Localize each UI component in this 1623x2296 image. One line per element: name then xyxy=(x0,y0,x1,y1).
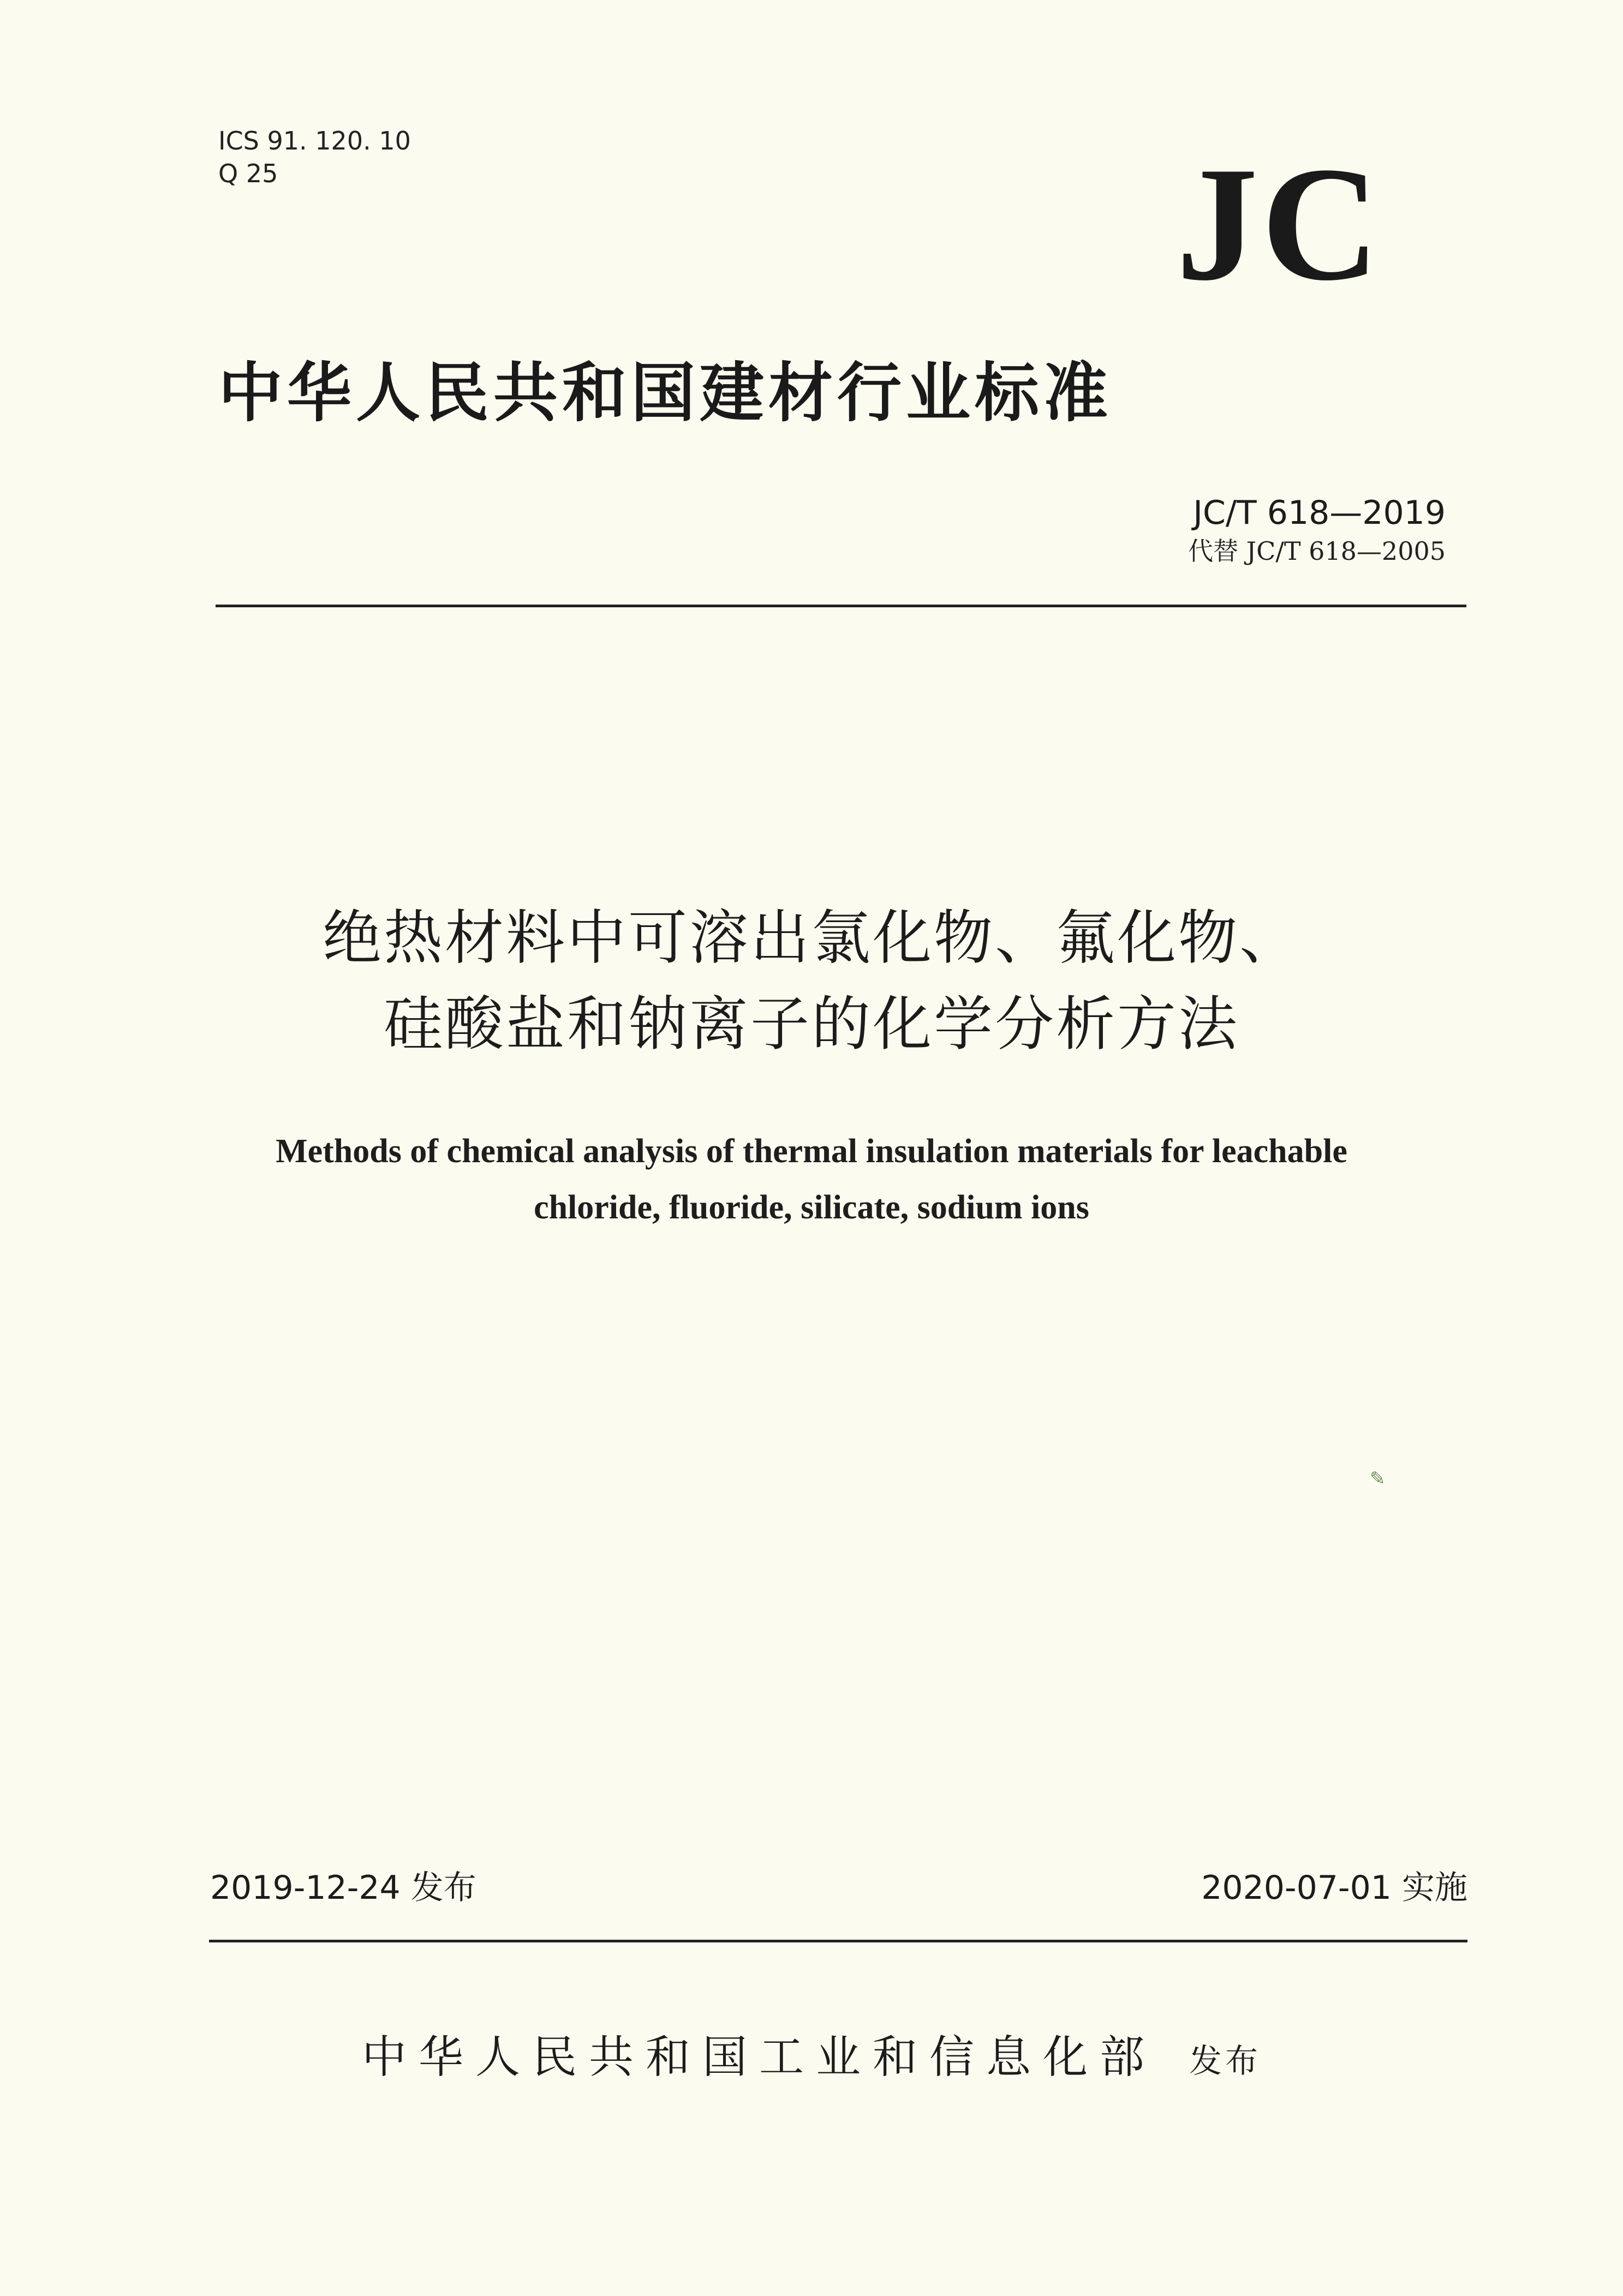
jc-logo: JC xyxy=(1176,133,1383,314)
issuer-action: 发布 xyxy=(1189,2042,1261,2080)
title-cn-line1: 绝热材料中可溶出氯化物、氟化物、 xyxy=(322,904,1300,972)
footer-divider xyxy=(209,1940,1467,1942)
header-divider xyxy=(216,605,1466,607)
scan-speck: ✎ xyxy=(1370,1468,1386,1490)
title-en-line1: Methods of chemical analysis of thermal insulation materials for leachable xyxy=(276,1133,1347,1170)
issuer-name: 中华人民共和国工业和信息化部 xyxy=(361,2031,1156,2083)
replaces-standard: 代替 JC/T 618—2005 xyxy=(1188,536,1446,566)
ics-code: ICS 91. 120. 10 xyxy=(218,126,411,156)
title-cn-line2: 硅酸盐和钠离子的化学分析方法 xyxy=(383,990,1239,1059)
standard-type-title: 中华人民共和国建材行业标准 xyxy=(218,355,1113,430)
title-en-line2: chloride, fluoride, silicate, sodium ions xyxy=(534,1189,1089,1226)
publish-date: 2019-12-24 发布 xyxy=(210,1869,476,1907)
standard-number: JC/T 618—2019 xyxy=(1193,494,1446,532)
effective-date: 2020-07-01 实施 xyxy=(1201,1869,1467,1907)
classification-codes xyxy=(218,124,411,190)
category-code: Q 25 xyxy=(218,159,278,188)
issuer-line xyxy=(0,2022,1623,2085)
